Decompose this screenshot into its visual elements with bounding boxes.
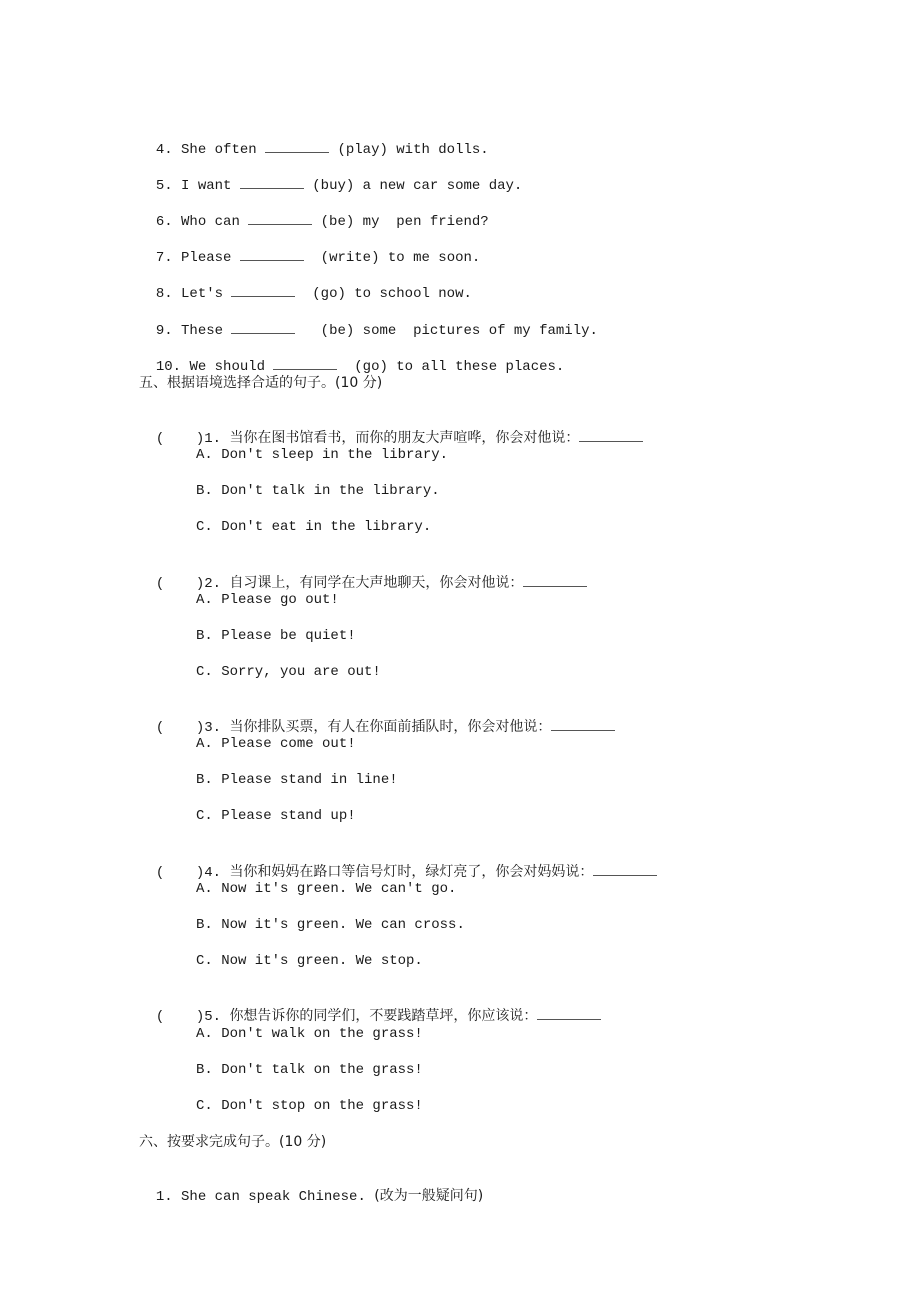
answer-blank[interactable] xyxy=(593,862,657,876)
option-a: A. Don't sleep in the library. xyxy=(196,447,449,463)
answer-blank[interactable] xyxy=(551,717,615,731)
question-text: 自习课上，有同学在大声地聊天，你会对他说： xyxy=(229,575,524,591)
item-text: Who can xyxy=(181,214,240,230)
item-hint: (go) to school now. xyxy=(303,286,472,302)
item-number: 10. xyxy=(155,359,182,375)
item-number: 9. xyxy=(155,323,173,339)
item-text: These xyxy=(181,323,224,339)
question-text: 当你在图书馆看书，而你的朋友大声喧哗，你会对他说： xyxy=(229,430,580,446)
item-text: Please xyxy=(181,250,232,266)
question-number: )5. xyxy=(195,1009,222,1025)
question-3 xyxy=(139,699,615,737)
answer-blank[interactable] xyxy=(240,247,304,261)
item-text: She can speak Chinese. xyxy=(181,1189,366,1205)
option-b: B. Now it's green. We can cross. xyxy=(196,917,465,933)
fill-in-item-8 xyxy=(139,265,472,303)
option-a: A. Please go out! xyxy=(196,592,339,608)
answer-bracket[interactable]: ( xyxy=(155,865,165,881)
question-number: )1. xyxy=(195,431,222,447)
item-hint: (be) some pictures of my family. xyxy=(303,323,598,339)
answer-blank[interactable] xyxy=(537,1006,601,1020)
item-text: I want xyxy=(181,178,232,194)
answer-bracket[interactable]: ( xyxy=(155,720,165,736)
item-number: 8. xyxy=(155,286,173,302)
item-hint: (buy) a new car some day. xyxy=(312,178,523,194)
answer-blank[interactable] xyxy=(579,428,643,442)
item-number: 6. xyxy=(155,214,173,230)
answer-blank[interactable] xyxy=(248,211,312,225)
answer-blank[interactable] xyxy=(231,320,295,334)
fill-in-item-6 xyxy=(139,193,489,231)
item-instruction: (改为一般疑问句) xyxy=(374,1188,484,1204)
item-text: She often xyxy=(181,142,257,158)
answer-bracket[interactable]: ( xyxy=(155,576,165,592)
question-number: )3. xyxy=(195,720,222,736)
option-a: A. Please come out! xyxy=(196,736,356,752)
answer-bracket[interactable]: ( xyxy=(155,431,165,447)
item-number: 1. xyxy=(155,1189,173,1205)
option-a: A. Now it's green. We can't go. xyxy=(196,881,457,897)
item-number: 4. xyxy=(155,142,173,158)
question-2 xyxy=(139,555,587,593)
item-hint: (play) with dolls. xyxy=(337,142,489,158)
fill-in-item-4 xyxy=(139,121,489,159)
option-b: B. Don't talk on the grass! xyxy=(196,1062,423,1078)
item-number: 7. xyxy=(155,250,173,266)
answer-blank[interactable] xyxy=(265,139,329,153)
item-hint: (go) to all these places. xyxy=(345,359,565,375)
option-c: C. Don't eat in the library. xyxy=(196,519,432,535)
item-text: Let's xyxy=(181,286,224,302)
item-hint: (write) to me soon. xyxy=(312,250,481,266)
answer-blank[interactable] xyxy=(273,356,337,370)
answer-blank[interactable] xyxy=(231,283,295,297)
question-number: )4. xyxy=(195,865,222,881)
answer-bracket[interactable]: ( xyxy=(155,1009,165,1025)
question-text: 你想告诉你的同学们，不要践踏草坪，你应该说： xyxy=(229,1008,538,1024)
option-b: B. Don't talk in the library. xyxy=(196,483,440,499)
option-c: C. Don't stop on the grass! xyxy=(196,1098,423,1114)
fill-in-item-7 xyxy=(139,229,480,267)
question-text: 当你和妈妈在路口等信号灯时，绿灯亮了，你会对妈妈说： xyxy=(229,864,594,880)
question-4 xyxy=(139,844,657,882)
section-6-title: 六、按要求完成句子。(10 分) xyxy=(139,1134,327,1150)
answer-blank[interactable] xyxy=(523,573,587,587)
answer-blank[interactable] xyxy=(240,175,304,189)
fill-in-item-5 xyxy=(139,157,522,195)
section-5-title: 五、根据语境选择合适的句子。(10 分) xyxy=(139,375,383,391)
option-b: B. Please stand in line! xyxy=(196,772,398,788)
item-number: 5. xyxy=(155,178,173,194)
option-c: C. Sorry, you are out! xyxy=(196,664,381,680)
question-1 xyxy=(139,410,643,448)
option-c: C. Please stand up! xyxy=(196,808,356,824)
option-a: A. Don't walk on the grass! xyxy=(196,1026,423,1042)
rewrite-item-1 xyxy=(139,1169,483,1206)
fill-in-item-10 xyxy=(139,338,564,376)
option-b: B. Please be quiet! xyxy=(196,628,356,644)
fill-in-item-9 xyxy=(139,302,598,340)
question-number: )2. xyxy=(195,576,222,592)
question-text: 当你排队买票，有人在你面前插队时，你会对他说： xyxy=(229,719,552,735)
item-hint: (be) my pen friend? xyxy=(320,214,489,230)
question-5 xyxy=(139,988,601,1026)
item-text: We should xyxy=(189,359,266,375)
option-c: C. Now it's green. We stop. xyxy=(196,953,423,969)
